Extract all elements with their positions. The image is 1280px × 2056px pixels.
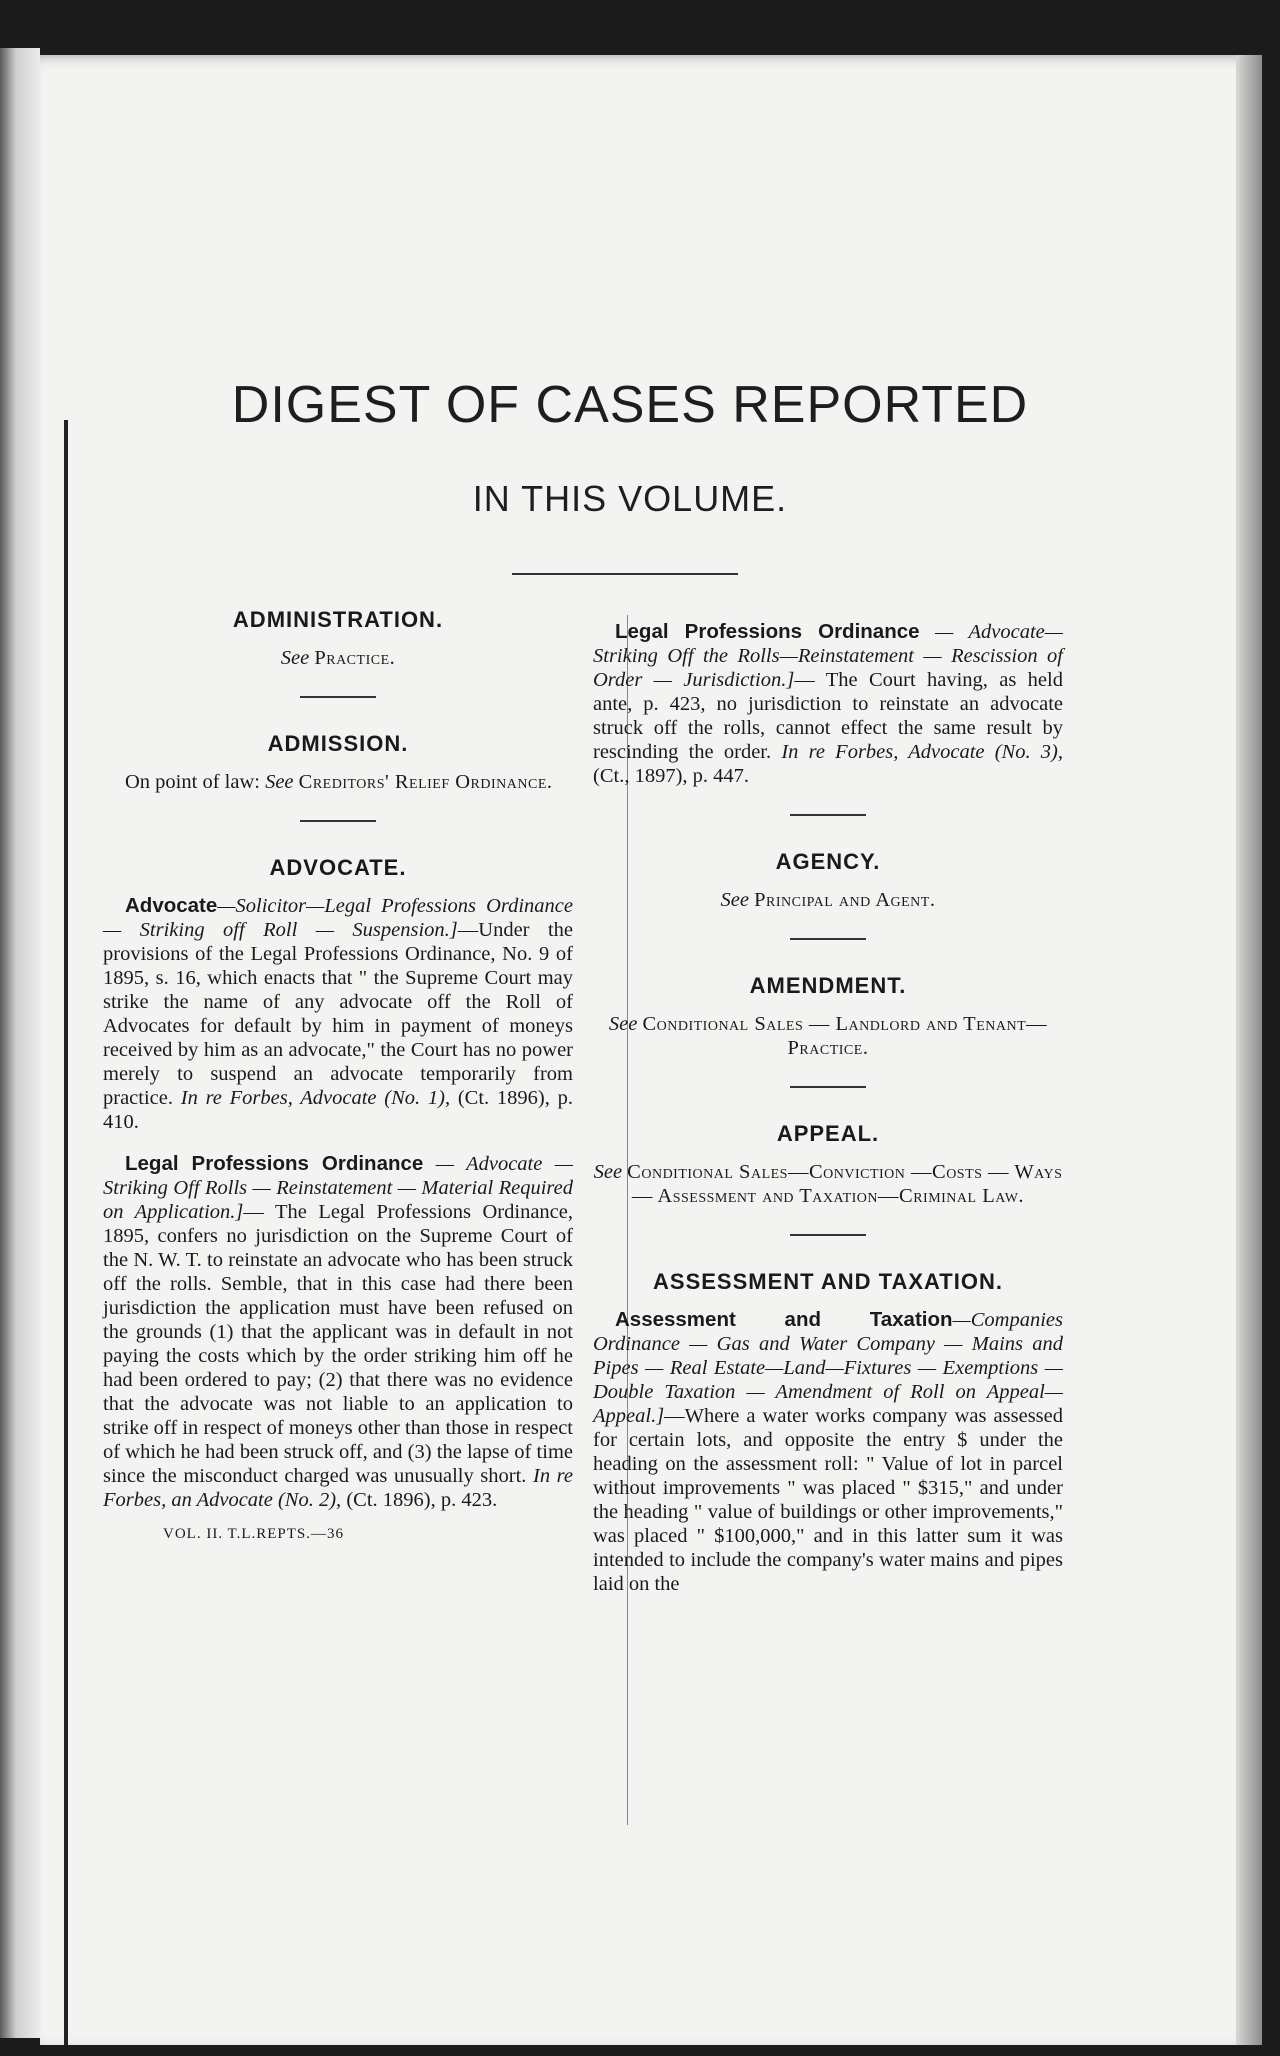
see-word: See — [265, 771, 294, 793]
heading-admission: ADMISSION. — [267, 731, 409, 756]
heading-amendment: AMENDMENT. — [749, 973, 907, 998]
entry-citation-tail: (Ct. 1896), p. 410. — [103, 1087, 574, 1133]
see-reference: Principal and Agent. — [754, 889, 936, 911]
see-reference: Practice. — [314, 647, 396, 669]
entry-citation-tail: (Ct., 1897), p. 447. — [593, 765, 750, 787]
entry-citation-tail: (Ct. 1896), p. 423. — [346, 1489, 498, 1511]
section-divider — [300, 696, 376, 698]
heading-administration: ADMINISTRATION. — [232, 607, 444, 632]
entry-lead: Legal Professions Ordinance — [125, 1152, 424, 1175]
see-reference: Conditional Sales — Landlord and Tenant—Practice. — [642, 1013, 1048, 1059]
right-column — [593, 620, 1063, 1596]
see-reference: Creditors' Relief Ordinance. — [298, 771, 553, 793]
admission-pre: On point of law: — [125, 771, 260, 793]
left-column — [103, 608, 573, 1546]
section-divider — [790, 814, 866, 816]
appeal-see — [593, 1160, 1063, 1208]
page-right-edge — [1236, 55, 1262, 2045]
entry-body: — The Legal Professions Ordinance, 1895, confers no jurisdiction on the Supreme Court of the N. W. T. to reinstate an advocate who has been struck off the rolls. Semble, that in this case had there been jurisdiction the application must have been refused on the grounds (1) that the applicant was in default in not paying the costs which by the order striking him off he had been ordered to pay; (2) that there was no evidence that the advocate was not liable to an application to strike off in respect of moneys other than those in respect of which he had been struck off, and (3) the lapse of time since the misconduct charged was unusually short. — [103, 1201, 573, 1487]
digest-entry — [103, 1152, 573, 1512]
heading-agency: AGENCY. — [775, 849, 881, 874]
scan-left-edge — [0, 48, 40, 2038]
heading-assessment-and-taxation: ASSESSMENT AND TAXATION. — [653, 1269, 1003, 1294]
page-title: DIGEST OF CASES REPORTED — [231, 376, 1029, 434]
see-word: See — [720, 889, 749, 911]
entry-citation: In re Forbes, Advocate (No. 3), — [781, 741, 1063, 763]
entry-catchwords: — Advocate — Striking Off Rolls — Reinstatement — Material Required on Application.] — [103, 1153, 574, 1223]
heading-appeal: APPEAL. — [776, 1121, 880, 1146]
agency-see — [593, 888, 1063, 912]
digest-entry — [103, 894, 573, 1134]
entry-body: —Under the provisions of the Legal Professions Ordinance, No. 9 of 1895, s. 16, which enacts that " the Supreme Court may strike the name of any advocate off the Roll of Advocates for default by him in payment of moneys received by him as an advocate," the Court has no power merely to suspend an advocate temporarily from practice. — [103, 919, 574, 1109]
admission-see — [103, 770, 573, 794]
digest-entry — [593, 1308, 1063, 1596]
section-divider — [790, 938, 866, 940]
entry-body: —Where a water works company was assessed for certain lots, and opposite the entry $ under the heading on the assessment roll: " Value of lot in parcel without improvements " was placed " $315," and under the heading " value of buildings or other improvements," was placed " $100,000," and in this latter sum it was intended to include the company's water mains and pipes laid on the — [593, 1405, 1063, 1595]
section-divider — [790, 1234, 866, 1236]
page-subtitle: IN THIS VOLUME. — [472, 478, 788, 519]
entry-catchwords: —Companies Ordinance — Gas and Water Company — Mains and Pipes — Real Estate—Land—Fixtures — Exemptions — Double Taxation — Amendment of Roll on Appeal—Appeal.] — [593, 1309, 1063, 1427]
digest-entry — [593, 620, 1063, 788]
entry-citation: In re Forbes, an Advocate (No. 2), — [103, 1465, 573, 1511]
section-divider — [790, 1086, 866, 1088]
amendment-see — [593, 1012, 1063, 1060]
entry-lead: Legal Professions Ordinance — [615, 620, 920, 643]
see-word: See — [608, 1013, 638, 1035]
see-word: See — [280, 647, 310, 669]
entry-citation: In re Forbes, Advocate (No. 1), — [180, 1087, 451, 1109]
binding-margin-line — [64, 420, 68, 2045]
entry-lead: Assessment and Taxation — [615, 1308, 953, 1331]
entry-catchwords: — Advocate—Striking Off the Rolls—Reinstatement — Rescission of Order — Jurisdiction.] — [593, 621, 1063, 691]
administration-see — [103, 646, 573, 670]
entry-catchwords: —Solicitor—Legal Professions Ordinance — Striking off Roll — Suspension.] — [103, 895, 573, 941]
section-divider — [300, 820, 376, 822]
heading-advocate: ADVOCATE. — [269, 855, 407, 880]
see-reference: Conditional Sales—Conviction —Costs — Ways — Assessment and Taxation—Criminal Law. — [627, 1161, 1063, 1207]
title-divider — [512, 573, 738, 575]
page-signature: VOL. II. T.L.REPTS.—36 — [163, 1526, 345, 1542]
entry-lead: Advocate — [125, 894, 218, 917]
entry-body: — The Court having, as held ante, p. 423, no jurisdiction to reinstate an advocate struck off the rolls, cannot effect the same result by rescinding the order. — [593, 669, 1063, 763]
see-word: See — [593, 1161, 623, 1183]
